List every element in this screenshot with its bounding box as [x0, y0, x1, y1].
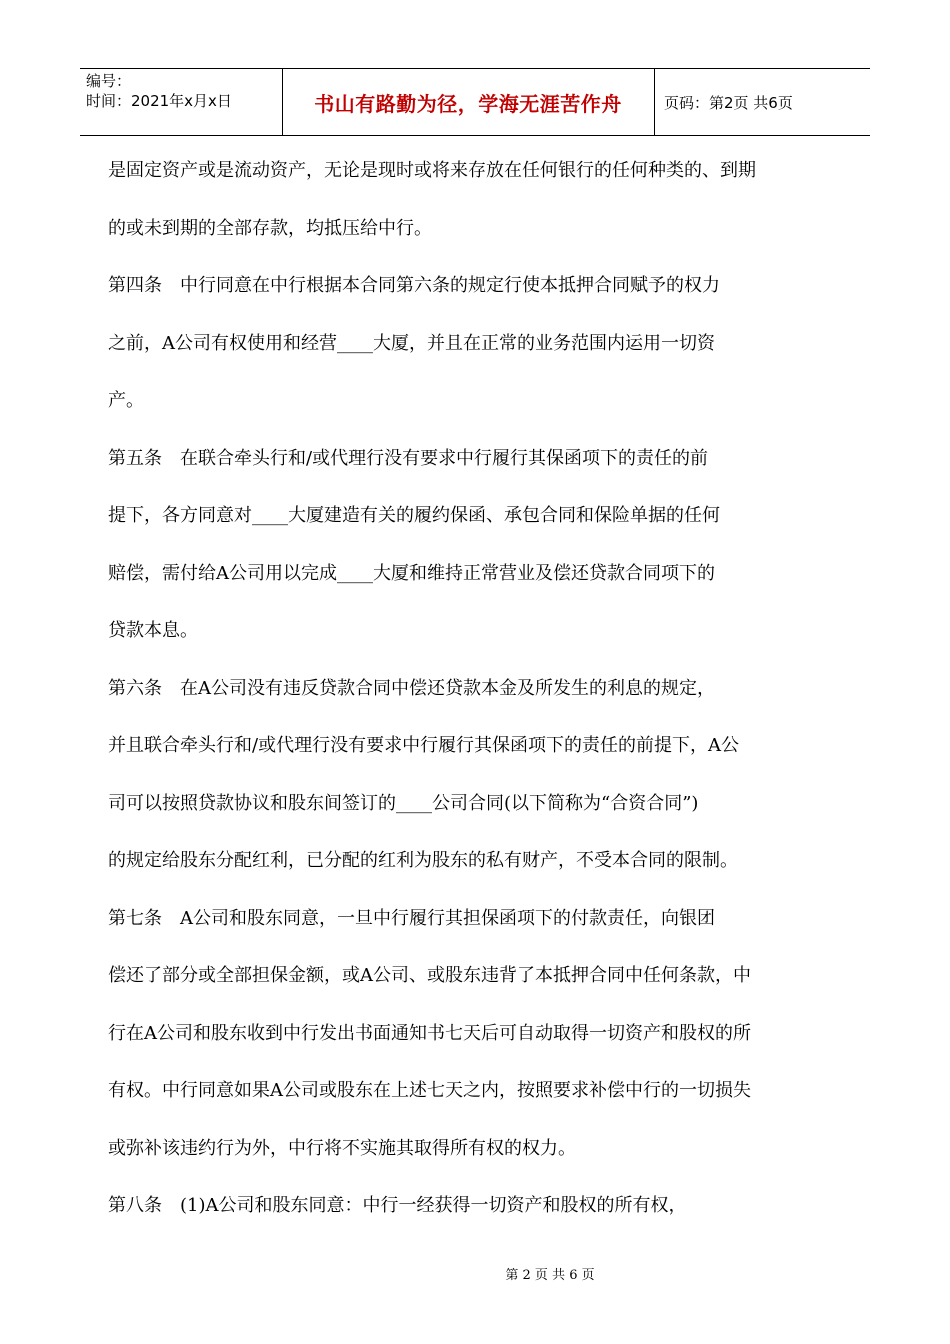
body-line: 之前，A公司有权使用和经营____大厦，并且在正常的业务范围内运用一切资 [108, 332, 715, 354]
body-line: 产。 [108, 390, 144, 411]
page-footer [0, 1264, 950, 1283]
body-line: 司可以按照贷款协议和股东间签订的____公司合同(以下简称为“合资合同”) [108, 792, 699, 814]
time-label: 时间：2021年x月x日 [86, 92, 232, 110]
footer-page-number: 第 2 页 共 6 页 [505, 1268, 595, 1283]
header-page-info: 页码：第2页 共6页 [664, 94, 793, 112]
body-line: 第六条 在A公司没有违反贷款合同中偿还贷款本金及所发生的利息的规定， [108, 677, 715, 699]
header-motto: 书山有路勤为径，学海无涯苦作舟 [314, 92, 622, 116]
body-line: 或弥补该违约行为外，中行将不实施其取得所有权的权力。 [108, 1137, 576, 1159]
header-divider-right [654, 69, 655, 135]
body-line: 偿还了部分或全部担保金额，或A公司、或股东违背了本抵押合同中任何条款，中 [108, 965, 751, 986]
body-line: 第四条 中行同意在中行根据本合同第六条的规定行使本抵押合同赋予的权力 [108, 275, 720, 296]
body-line: 有权。中行同意如果A公司或股东在上述七天之内，按照要求补偿中行的一切损失 [108, 1080, 751, 1101]
body-line: 的规定给股东分配红利，已分配的红利为股东的私有财产，不受本合同的限制。 [108, 850, 738, 871]
body-line: 提下，各方同意对____大厦建造有关的履约保函、承包合同和保险单据的任何 [108, 505, 720, 526]
header-meta [86, 71, 232, 111]
body-line: 的或未到期的全部存款，均抵压给中行。 [108, 217, 432, 239]
body-line: 第八条 (1)A公司和股东同意：中行一经获得一切资产和股权的所有权， [108, 1195, 687, 1216]
document-body [108, 153, 828, 1246]
body-line: 是固定资产或是流动资产，无论是现时或将来存放在任何银行的任何种类的、到期 [108, 160, 756, 181]
number-label: 编号： [86, 72, 132, 90]
body-line: 行在A公司和股东收到中行发出书面通知书七天后可自动取得一切资产和股权的所 [108, 1022, 751, 1044]
page-header [80, 68, 870, 136]
body-line: 贷款本息。 [108, 620, 198, 641]
body-line: 第七条 A公司和股东同意，一旦中行履行其担保函项下的付款责任，向银团 [108, 907, 715, 929]
body-line: 赔偿，需付给A公司用以完成____大厦和维持正常营业及偿还贷款合同项下的 [108, 562, 715, 584]
body-line: 第五条 在联合牵头行和/或代理行没有要求中行履行其保函项下的责任的前 [108, 447, 709, 469]
body-line: 并且联合牵头行和/或代理行没有要求中行履行其保函项下的责任的前提下，A公 [108, 735, 740, 756]
